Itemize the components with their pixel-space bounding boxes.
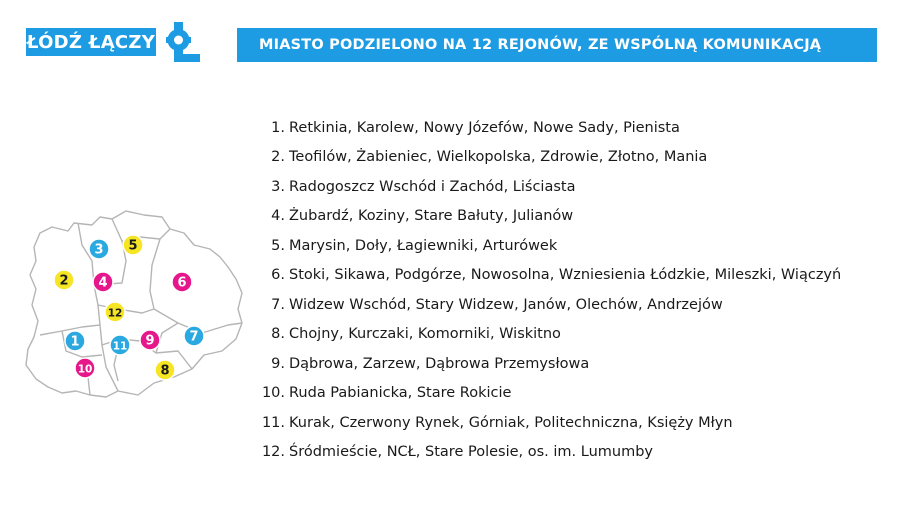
region-districts: Teofilów, Żabieniec, Wielkopolska, Zdrowie, Złotno, Mania: [289, 149, 708, 166]
region-marker-label: 4: [98, 275, 108, 291]
region-marker-1: [65, 331, 85, 351]
lodz-l-gear-icon: [160, 20, 202, 64]
region-districts: Stoki, Sikawa, Podgórze, Nowosolna, Wzniesienia Łódzkie, Mileszki, Wiączyń: [289, 267, 842, 284]
region-number: 12.: [261, 444, 285, 461]
region-marker-2: [54, 270, 74, 290]
region-number: 9.: [271, 355, 285, 372]
region-districts: Kurak, Czerwony Rynek, Górniak, Politechniczna, Księży Młyn: [289, 414, 733, 431]
region-marker-5: [123, 235, 143, 255]
region-marker-4: [93, 272, 113, 292]
list-item: [258, 143, 841, 173]
list-item: [258, 261, 841, 291]
region-marker-label: 10: [77, 363, 93, 376]
region-number: 8.: [271, 326, 285, 343]
region-districts: Radogoszcz Wschód i Zachód, Liściasta: [289, 178, 576, 195]
region-marker-12: [105, 302, 125, 322]
region-districts: Marysin, Doły, Łagiewniki, Arturówek: [289, 237, 558, 254]
region-marker-10: [75, 358, 95, 378]
region-number: 4.: [271, 208, 285, 225]
region-districts: Ruda Pabianicka, Stare Rokicie: [289, 385, 512, 402]
region-marker-8: [155, 360, 175, 380]
region-marker-label: 9: [145, 333, 155, 349]
region-list: [258, 113, 841, 467]
region-marker-label: 3: [94, 242, 104, 258]
list-item: [258, 320, 841, 350]
banner-title: MIASTO PODZIELONO NA 12 REJONÓW, ZE WSPÓLNĄ KOMUNIKACJĄ: [259, 37, 822, 53]
list-item: [258, 408, 841, 438]
region-marker-label: 6: [177, 275, 187, 291]
region-marker-11: [110, 335, 130, 355]
region-number: 5.: [271, 237, 285, 254]
logo-text: ŁÓDŹ ŁĄCZY: [26, 31, 156, 53]
region-marker-label: 12: [107, 307, 123, 320]
region-marker-9: [140, 330, 160, 350]
region-marker-label: 8: [160, 363, 170, 379]
list-item: [258, 438, 841, 468]
logo-badge: [26, 28, 156, 56]
region-marker-label: 2: [59, 273, 69, 289]
list-item: [258, 231, 841, 261]
region-marker-7: [184, 326, 204, 346]
list-item: [258, 379, 841, 409]
list-item: [258, 349, 841, 379]
region-number: 1.: [271, 119, 285, 136]
region-marker-label: 7: [189, 329, 199, 345]
list-item: [258, 202, 841, 232]
region-number: 6.: [271, 267, 285, 284]
region-number: 10.: [261, 385, 285, 402]
region-number: 3.: [271, 178, 285, 195]
region-marker-6: [172, 272, 192, 292]
region-number: 2.: [271, 149, 285, 166]
region-districts: Dąbrowa, Zarzew, Dąbrowa Przemysłowa: [289, 355, 590, 372]
region-districts: Widzew Wschód, Stary Widzew, Janów, Olechów, Andrzejów: [289, 296, 723, 313]
region-marker-label: 1: [70, 334, 80, 350]
title-banner: [237, 28, 877, 62]
region-districts: Chojny, Kurczaki, Komorniki, Wiskitno: [289, 326, 561, 343]
region-districts: Żubardź, Koziny, Stare Bałuty, Julianów: [289, 208, 574, 225]
region-number: 7.: [271, 296, 285, 313]
list-item: [258, 113, 841, 143]
list-item: [258, 290, 841, 320]
list-item: [258, 172, 841, 202]
region-marker-label: 11: [112, 340, 128, 353]
region-districts: Retkinia, Karolew, Nowy Józefów, Nowe Sady, Pienista: [289, 119, 680, 136]
region-marker-3: [89, 239, 109, 259]
region-number: 11.: [261, 414, 285, 431]
district-map: [22, 205, 247, 400]
region-marker-label: 5: [128, 238, 138, 254]
region-districts: Śródmieście, NCŁ, Stare Polesie, os. im. Lumumby: [289, 444, 654, 461]
